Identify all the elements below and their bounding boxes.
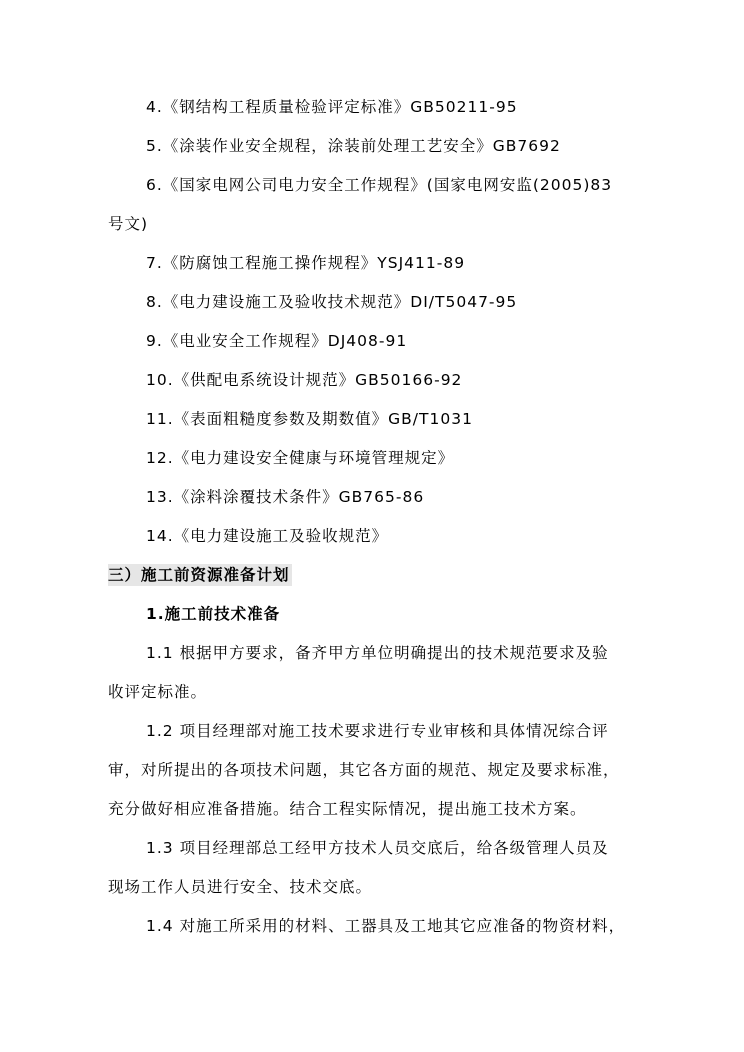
reference-item: 5.《涂装作业安全规程，涂装前处理工艺安全》GB7692 [146,137,561,155]
reference-item: 11.《表面粗糙度参数及期数值》GB/T1031 [146,410,473,428]
reference-item: 12.《电力建设安全健康与环境管理规定》 [146,449,455,467]
paragraph-line: 1.2 项目经理部对施工技术要求进行专业审核和具体情况综合评 [146,722,609,740]
paragraph-line: 收评定标准。 [108,683,208,701]
subsection-heading: 1.施工前技术准备 [146,605,281,623]
paragraph-line: 1.3 项目经理部总工经甲方技术人员交底后，给各级管理人员及 [146,839,609,857]
reference-item: 4.《钢结构工程质量检验评定标准》GB50211-95 [146,98,518,116]
section-heading [108,564,292,586]
reference-item: 13.《涂料涂覆技术条件》GB765-86 [146,488,425,506]
reference-item: 6.《国家电网公司电力安全工作规程》(国家电网安监(2005)83 [146,176,613,194]
paragraph-line: 现场工作人员进行安全、技术交底。 [108,878,373,896]
reference-item: 7.《防腐蚀工程施工操作规程》YSJ411-89 [146,254,466,272]
reference-item: 10.《供配电系统设计规范》GB50166-92 [146,371,463,389]
paragraph-line: 充分做好相应准备措施。结合工程实际情况，提出施工技术方案。 [108,800,587,818]
paragraph-line: 1.4 对施工所采用的材料、工器具及工地其它应准备的物资材料， [146,917,626,935]
paragraph-line: 审，对所提出的各项技术问题，其它各方面的规范、规定及要求标准， [108,761,620,779]
reference-item: 8.《电力建设施工及验收技术规范》DI/T5047-95 [146,293,518,311]
paragraph-line: 1.1 根据甲方要求，备齐甲方单位明确提出的技术规范要求及验 [146,644,609,662]
section-heading-text: 三）施工前资源准备计划 [108,566,290,584]
reference-item-continuation: 号文) [108,215,149,233]
reference-item: 9.《电业安全工作规程》DJ408-91 [146,332,408,350]
reference-item: 14.《电力建设施工及验收规范》 [146,527,389,545]
